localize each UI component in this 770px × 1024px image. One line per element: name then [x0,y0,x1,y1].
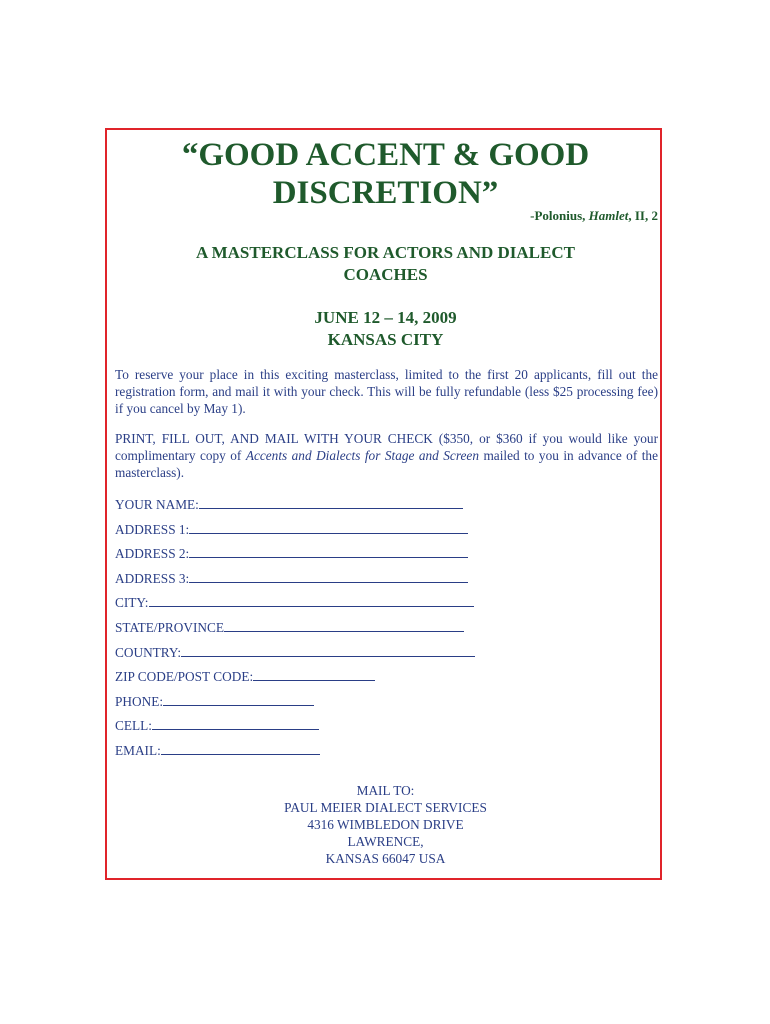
address-3-input-line[interactable] [189,570,468,583]
mail-to-state: KANSAS 66047 USA [325,851,446,866]
subtitle-line-2: COACHES [343,265,428,284]
mail-to-heading: MAIL TO: [356,783,415,798]
field-label: STATE/PROVINCE [115,619,225,635]
subtitle-line-1: A MASTERCLASS FOR ACTORS AND DIALECT [196,243,575,262]
mail-to-street: 4316 WIMBLEDON DRIVE [307,817,464,832]
address-3-field[interactable] [115,570,475,595]
instructions-paragraph [115,430,658,481]
address-2-field[interactable] [115,545,475,570]
city-input-line[interactable] [149,594,474,607]
name-field[interactable] [115,496,475,521]
field-label: PHONE: [115,693,164,709]
email-input-line[interactable] [161,742,320,755]
email-field[interactable] [115,742,475,767]
field-label: COUNTRY: [115,644,182,660]
address-1-input-line[interactable] [189,521,468,534]
registration-form [115,496,475,767]
name-input-line[interactable] [199,496,463,509]
reservation-paragraph: To reserve your place in this exciting masterclass, limited to the first 20 applicants, fill out the registration form, and mail it with your check. This will be fully refundable (less $25 processing fee) if you cancel by May 1). [115,367,658,416]
quote-attribution [530,208,658,224]
zip-code-input-line[interactable] [253,668,375,681]
phone-field[interactable] [115,693,475,718]
field-label: ZIP CODE/POST CODE: [115,669,254,685]
title-line-2: DISCRETION” [272,175,499,211]
instructions-text: PRINT, FILL OUT, AND MAIL WITH YOUR CHECK ($350, or $360 if you would like your complimentary copy of [115,431,658,463]
attribution-work: Hamlet [588,208,629,223]
field-label: CELL: [115,718,152,734]
field-label: ADDRESS 3: [115,570,190,586]
event-city: KANSAS CITY [327,330,444,349]
country-input-line[interactable] [181,644,475,657]
page-title [107,136,664,212]
book-title: Accents and Dialects for Stage and Screen [245,448,479,463]
mailing-address [107,782,664,867]
city-field[interactable] [115,594,475,619]
title-line-1: “GOOD ACCENT & GOOD [181,137,590,173]
subtitle [107,242,664,286]
field-label: ADDRESS 2: [115,546,190,562]
instructions-text-end: mailed to you in advance of the masterclass). [115,448,658,480]
address-2-input-line[interactable] [189,545,468,558]
phone-input-line[interactable] [163,693,314,706]
cell-field[interactable] [115,717,475,742]
field-label: ADDRESS 1: [115,521,190,537]
attribution-suffix: , II, 2 [628,208,658,223]
mail-to-name: PAUL MEIER DIALECT SERVICES [284,800,487,815]
zip-code-field[interactable] [115,668,475,693]
attribution-prefix: -Polonius, [530,208,589,223]
cell-input-line[interactable] [152,717,319,730]
state-province-field[interactable] [115,619,475,644]
event-date: JUNE 12 – 14, 2009 [314,308,457,327]
address-1-field[interactable] [115,521,475,546]
state-province-input-line[interactable] [224,619,464,632]
mail-to-town: LAWRENCE, [347,834,424,849]
country-field[interactable] [115,644,475,669]
field-label: EMAIL: [115,742,161,758]
event-details [107,307,664,351]
field-label: CITY: [115,595,149,611]
field-label: YOUR NAME: [115,497,199,512]
